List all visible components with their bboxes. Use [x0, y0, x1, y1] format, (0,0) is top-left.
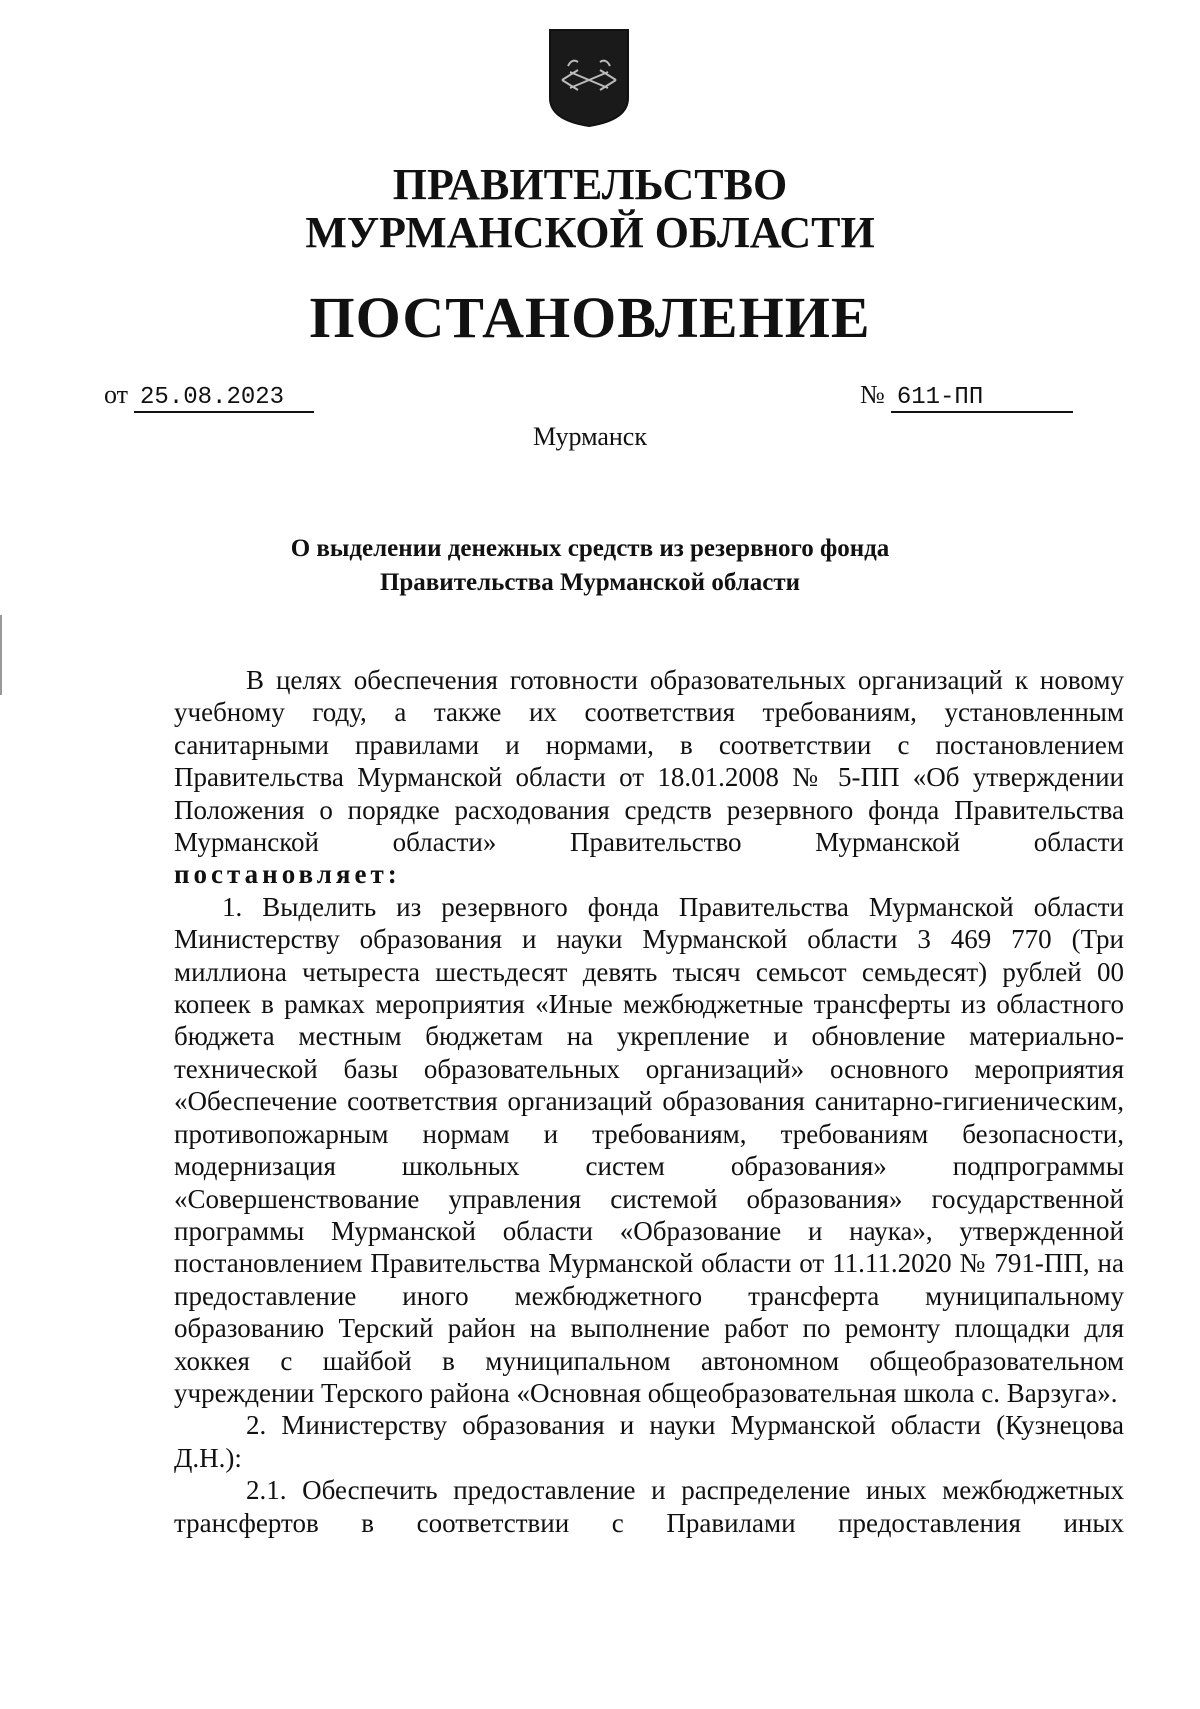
decree-word: постановляет:: [174, 859, 401, 890]
coat-of-arms-emblem: [548, 28, 630, 128]
item-2-paragraph: 2. Министерству образования и науки Мурманской области (Кузнецова Д.Н.):: [174, 1410, 1124, 1473]
document-type: ПОСТАНОВЛЕНИЕ: [309, 285, 871, 350]
number-value: 611-ПП: [891, 384, 1073, 413]
scan-artifact: [0, 615, 2, 695]
document-body: [174, 664, 1124, 1539]
item-1-paragraph: 1. Выделить из резервного фонда Правительства Мурманской области Министерству образования и науки Мурманской области 3 469 770 (Три миллиона четыреста шестьдесят девять тысяч семьсот семьдесят) рублей 00 копеек в рамках мероприятия «Иные межбюджетные трансферты из областного бюджета местным бюджетам на укрепление и обновление материально-технической базы образовательных организаций» основного мероприятия «Обеспечение соответствия организаций образования санитарно-гигиеническим, противопожарным нормам и требованиям, требованиям безопасности, модернизация школьных систем образования» подпрограммы «Совершенствование управления системой образования» государственной программы Мурманской области «Образование и наука», утвержденной постановлением Правительства Мурманской области от 11.11.2020 № 791-ПП, на предоставление иного межбюджетного трансферта муниципальному образованию Терский район на выполнение работ по ремонту площадки для хоккея с шайбой в муниципальном автономном общеобразовательном учреждении Терского района «Основная общеобразовательная школа с. Варзуга».: [174, 891, 1124, 1408]
date-prefix: от: [104, 380, 129, 409]
document-title-line2: Правительства Мурманской области: [379, 569, 801, 596]
city-name: Мурманск: [533, 422, 647, 451]
decree-word-paragraph: [174, 858, 1124, 890]
preamble-paragraph: В целях обеспечения готовности образовательных организаций к новому учебному году, а также их соответствия требованиям, установленным санитарными правилами и нормами, в соответствии с постановлением Правительства Мурманской области от 18.01.2008 № 5-ПП «Об утверждении Положения о порядке расходования средств резервного фонда Правительства Мурманской области» Правительство Мурманской области: [174, 665, 1124, 858]
date-value: 25.08.2023: [134, 384, 314, 413]
date-field: [104, 380, 314, 413]
item-2-1-paragraph: 2.1. Обеспечить предоставление и распределение иных межбюджетных трансфертов в соответствии с Правилами предоставления иных: [174, 1475, 1124, 1538]
organization-name-line2: МУРМАНСКОЙ ОБЛАСТИ: [305, 208, 875, 257]
number-prefix: №: [860, 380, 885, 409]
organization-name-line1: ПРАВИТЕЛЬСТВО: [392, 160, 788, 209]
document-title-line1: О выделении денежных средств из резервного фонда: [290, 535, 890, 562]
number-field: [860, 380, 1073, 413]
